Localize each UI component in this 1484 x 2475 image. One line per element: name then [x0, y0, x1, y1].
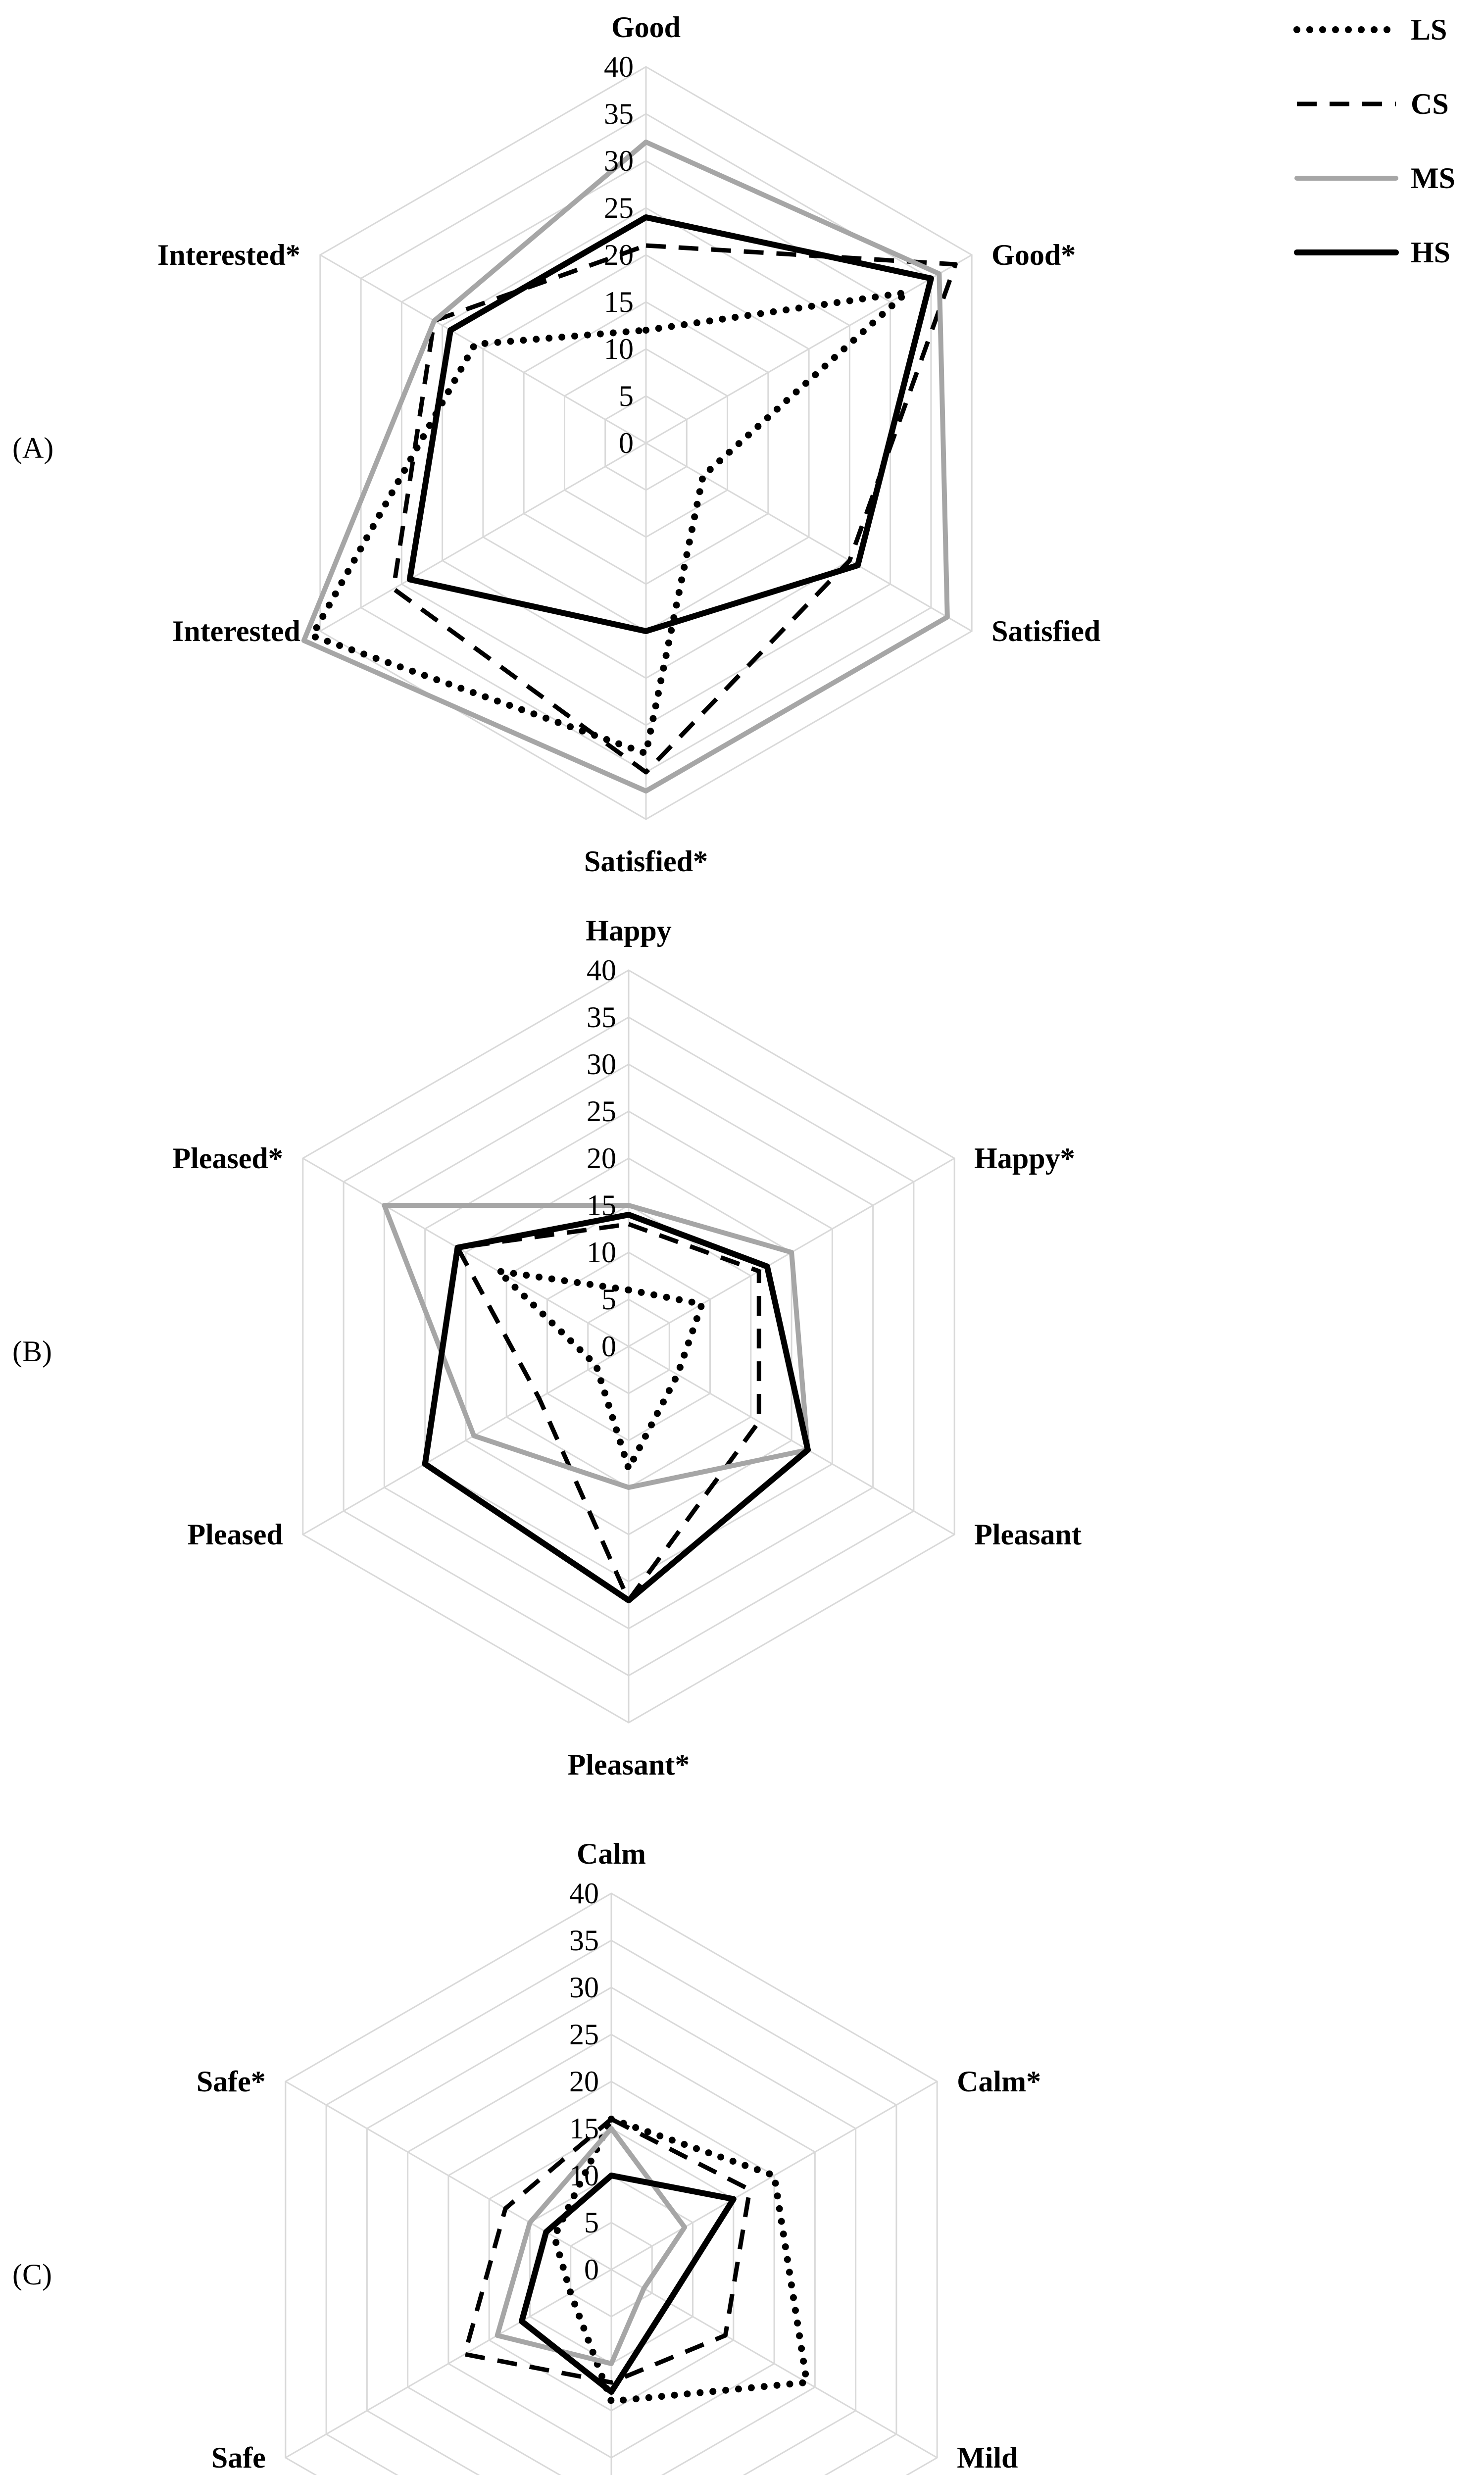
category-label: Interested — [172, 615, 300, 647]
category-label: Safe* — [196, 2065, 266, 2098]
legend-label-ls: LS — [1411, 13, 1447, 46]
tick-label: 20 — [604, 239, 634, 271]
tick-label: 35 — [569, 1924, 599, 1957]
radar-panel — [12, 1837, 1041, 2475]
category-label: Good* — [991, 239, 1076, 271]
tick-label: 30 — [569, 1971, 599, 2004]
series-line-hs — [522, 2176, 734, 2392]
tick-label: 40 — [604, 50, 634, 83]
panel-label: (C) — [12, 2258, 52, 2291]
series-line-cs — [457, 1224, 759, 1600]
tick-label: 25 — [569, 2018, 599, 2051]
tick-label: 20 — [569, 2065, 599, 2098]
category-label: Pleased — [187, 1518, 283, 1551]
tick-label: 10 — [604, 333, 634, 365]
category-label: Good — [611, 11, 681, 44]
category-label: Happy — [586, 914, 672, 947]
legend — [1297, 13, 1455, 269]
tick-label: 35 — [587, 1001, 616, 1034]
tick-label: 15 — [569, 2112, 599, 2145]
series-line-ls — [498, 1271, 702, 1469]
category-label: Calm* — [957, 2065, 1041, 2098]
tick-label: 5 — [619, 380, 634, 412]
tick-label: 40 — [569, 1877, 599, 1910]
category-label: Pleasant* — [567, 1748, 690, 1781]
tick-label: 0 — [601, 1330, 616, 1363]
tick-label: 30 — [587, 1048, 616, 1081]
tick-label: 25 — [587, 1095, 616, 1128]
tick-label: 40 — [587, 954, 616, 987]
legend-label-ms: MS — [1411, 162, 1455, 195]
series-line-cs — [465, 2119, 750, 2382]
tick-label: 15 — [587, 1189, 616, 1222]
series-line-hs — [410, 217, 931, 631]
category-label: Pleased* — [172, 1142, 283, 1175]
tick-label: 35 — [604, 98, 634, 130]
panel-label: (B) — [12, 1335, 52, 1368]
category-label: Calm — [577, 1837, 646, 1870]
tick-label: 0 — [619, 427, 634, 459]
category-label: Satisfied* — [584, 845, 708, 878]
category-label: Pleasant — [974, 1518, 1082, 1551]
tick-label: 10 — [587, 1236, 616, 1269]
category-label: Happy* — [974, 1142, 1075, 1175]
radar-panel — [12, 914, 1082, 1781]
tick-label: 0 — [584, 2253, 599, 2286]
category-label: Satisfied — [991, 615, 1101, 647]
category-label: Safe — [211, 2441, 266, 2474]
tick-label: 10 — [569, 2159, 599, 2192]
radar-panel — [12, 11, 1100, 878]
tick-label: 25 — [604, 192, 634, 224]
legend-label-cs: CS — [1411, 88, 1449, 120]
category-label: Mild — [957, 2441, 1018, 2474]
legend-label-hs: HS — [1411, 236, 1451, 269]
tick-label: 20 — [587, 1142, 616, 1175]
tick-label: 5 — [601, 1283, 616, 1316]
tick-label: 15 — [604, 286, 634, 318]
category-label: Interested* — [157, 239, 300, 271]
panel-label: (A) — [12, 432, 54, 464]
radar-panels — [12, 11, 1100, 2475]
tick-label: 30 — [604, 145, 634, 177]
tick-label: 5 — [584, 2206, 599, 2239]
